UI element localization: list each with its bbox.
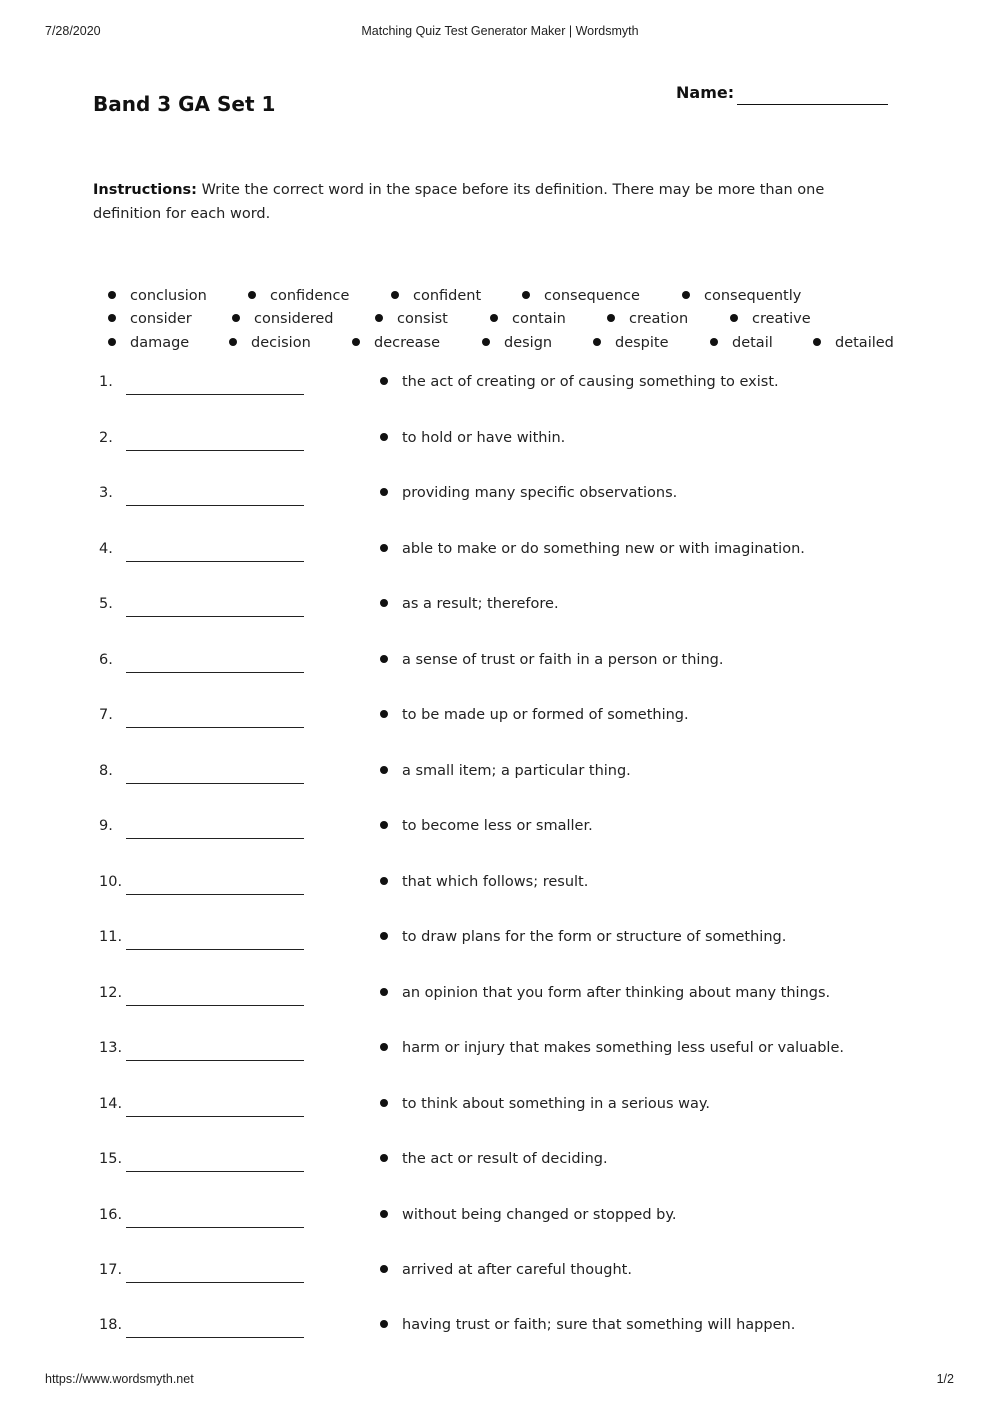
- bullet-icon: [380, 1154, 388, 1162]
- bullet-icon: [380, 710, 388, 718]
- bullet-icon: [380, 877, 388, 885]
- bullet-icon: [380, 821, 388, 829]
- question-number: 3.: [99, 485, 113, 501]
- definition-text: without being changed or stopped by.: [402, 1207, 677, 1223]
- instructions-label: Instructions:: [93, 182, 197, 198]
- question-definition: [380, 874, 588, 890]
- question-definition: [380, 652, 723, 668]
- word-bank-item: [375, 311, 448, 327]
- question-row: [0, 541, 1000, 597]
- answer-blank[interactable]: [126, 1116, 304, 1117]
- question-definition: [380, 1096, 710, 1112]
- bullet-icon: [380, 599, 388, 607]
- question-definition: [380, 430, 565, 446]
- bullet-icon: [380, 1099, 388, 1107]
- definition-text: to hold or have within.: [402, 430, 566, 446]
- bullet-icon: [391, 291, 399, 299]
- print-page-title: Matching Quiz Test Generator Maker | Wordsmyth: [361, 24, 639, 38]
- word-bank-item: [593, 335, 669, 351]
- answer-blank[interactable]: [126, 1060, 304, 1061]
- definition-text: a sense of trust or faith in a person or thing.: [402, 652, 724, 668]
- word-bank-word: consider: [130, 311, 192, 327]
- word-bank-item: [108, 335, 189, 351]
- word-bank-item: [607, 311, 688, 327]
- answer-blank[interactable]: [126, 949, 304, 950]
- word-bank-item: [730, 311, 811, 327]
- bullet-icon: [380, 377, 388, 385]
- question-row: [0, 374, 1000, 430]
- question-number: 14.: [99, 1096, 123, 1112]
- bullet-icon: [380, 988, 388, 996]
- word-bank-word: damage: [130, 335, 190, 351]
- bullet-icon: [232, 314, 240, 322]
- question-number: 10.: [99, 874, 123, 890]
- word-bank-item: [229, 335, 311, 351]
- question-definition: [380, 374, 779, 390]
- bullet-icon: [380, 488, 388, 496]
- bullet-icon: [490, 314, 498, 322]
- answer-blank[interactable]: [126, 450, 304, 451]
- print-url: https://www.wordsmyth.net: [45, 1372, 194, 1386]
- word-bank-item: [108, 288, 207, 304]
- word-bank-item: [482, 335, 552, 351]
- definition-text: that which follows; result.: [402, 874, 589, 890]
- word-bank-word: contain: [512, 311, 566, 327]
- question-row: [0, 1096, 1000, 1152]
- question-row: [0, 1040, 1000, 1096]
- word-bank-word: detailed: [835, 335, 894, 351]
- word-bank-item: [490, 311, 566, 327]
- bullet-icon: [380, 766, 388, 774]
- question-row: [0, 652, 1000, 708]
- name-blank[interactable]: [737, 104, 888, 105]
- bullet-icon: [380, 1265, 388, 1273]
- question-row: [0, 430, 1000, 486]
- bullet-icon: [352, 338, 360, 346]
- question-definition: [380, 1151, 608, 1167]
- print-page-indicator: 1/2: [936, 1372, 954, 1386]
- word-bank-item: [682, 288, 801, 304]
- bullet-icon: [482, 338, 490, 346]
- word-bank-word: creative: [752, 311, 811, 327]
- question-definition: [380, 1262, 632, 1278]
- definition-text: an opinion that you form after thinking about many things.: [402, 985, 831, 1001]
- question-number: 1.: [99, 374, 113, 390]
- bullet-icon: [813, 338, 821, 346]
- definition-text: the act of creating or of causing something to exist.: [402, 374, 779, 390]
- word-bank-item: [352, 335, 440, 351]
- question-number: 9.: [99, 818, 113, 834]
- answer-blank[interactable]: [126, 1227, 304, 1228]
- bullet-icon: [380, 544, 388, 552]
- word-bank-word: consequence: [544, 288, 640, 304]
- question-row: [0, 1151, 1000, 1207]
- question-definition: [380, 1317, 795, 1333]
- bullet-icon: [730, 314, 738, 322]
- question-row: [0, 874, 1000, 930]
- answer-blank[interactable]: [126, 505, 304, 506]
- word-bank-word: creation: [629, 311, 689, 327]
- definition-text: as a result; therefore.: [402, 596, 559, 612]
- question-number: 7.: [99, 707, 113, 723]
- question-definition: [380, 1040, 844, 1056]
- bullet-icon: [522, 291, 530, 299]
- answer-blank[interactable]: [126, 394, 304, 395]
- definition-text: to think about something in a serious way.: [402, 1096, 710, 1112]
- definition-text: having trust or faith; sure that something will happen.: [402, 1317, 796, 1333]
- answer-blank[interactable]: [126, 616, 304, 617]
- question-number: 16.: [99, 1207, 123, 1223]
- question-row: [0, 1207, 1000, 1263]
- word-bank-word: consequently: [704, 288, 802, 304]
- word-bank-word: consist: [397, 311, 448, 327]
- word-bank-word: conclusion: [130, 288, 207, 304]
- definition-text: to become less or smaller.: [402, 818, 593, 834]
- word-bank-item: [248, 288, 349, 304]
- word-bank-item: [391, 288, 481, 304]
- answer-blank[interactable]: [126, 561, 304, 562]
- definition-text: able to make or do something new or with imagination.: [402, 541, 805, 557]
- worksheet-title: Band 3 GA Set 1: [93, 92, 276, 116]
- bullet-icon: [593, 338, 601, 346]
- question-definition: [380, 818, 593, 834]
- question-definition: [380, 541, 805, 557]
- question-definition: [380, 1207, 676, 1223]
- question-definition: [380, 596, 559, 612]
- word-bank-word: despite: [615, 335, 669, 351]
- bullet-icon: [710, 338, 718, 346]
- bullet-icon: [108, 338, 116, 346]
- bullet-icon: [682, 291, 690, 299]
- question-number: 18.: [99, 1317, 123, 1333]
- bullet-icon: [380, 1210, 388, 1218]
- question-row: [0, 985, 1000, 1041]
- bullet-icon: [248, 291, 256, 299]
- word-bank-word: design: [504, 335, 553, 351]
- definition-text: to be made up or formed of something.: [402, 707, 689, 723]
- word-bank-item: [232, 311, 334, 327]
- name-label: Name:: [676, 83, 735, 102]
- question-row: [0, 763, 1000, 819]
- word-bank-item: [522, 288, 640, 304]
- word-bank-item: [710, 335, 773, 351]
- question-number: 15.: [99, 1151, 123, 1167]
- definition-text: to draw plans for the form or structure of something.: [402, 929, 787, 945]
- question-definition: [380, 707, 689, 723]
- definition-text: the act or result of deciding.: [402, 1151, 608, 1167]
- bullet-icon: [380, 655, 388, 663]
- instructions: [93, 178, 893, 226]
- question-number: 4.: [99, 541, 113, 557]
- bullet-icon: [229, 338, 237, 346]
- question-definition: [380, 763, 631, 779]
- answer-blank[interactable]: [126, 838, 304, 839]
- question-number: 6.: [99, 652, 113, 668]
- word-bank-word: detail: [732, 335, 773, 351]
- word-bank-word: confidence: [270, 288, 350, 304]
- answer-blank[interactable]: [126, 1337, 304, 1338]
- definition-text: harm or injury that makes something less useful or valuable.: [402, 1040, 844, 1056]
- word-bank-word: decrease: [374, 335, 441, 351]
- bullet-icon: [375, 314, 383, 322]
- answer-blank[interactable]: [126, 1005, 304, 1006]
- question-number: 13.: [99, 1040, 123, 1056]
- bullet-icon: [380, 433, 388, 441]
- bullet-icon: [380, 1043, 388, 1051]
- bullet-icon: [380, 1320, 388, 1328]
- question-definition: [380, 485, 677, 501]
- definition-text: providing many specific observations.: [402, 485, 678, 501]
- question-row: [0, 1317, 1000, 1373]
- word-bank-item: [108, 311, 192, 327]
- bullet-icon: [607, 314, 615, 322]
- answer-blank[interactable]: [126, 1171, 304, 1172]
- question-number: 12.: [99, 985, 123, 1001]
- bullet-icon: [380, 932, 388, 940]
- word-bank-item: [813, 335, 894, 351]
- question-definition: [380, 929, 786, 945]
- question-row: [0, 596, 1000, 652]
- word-bank-word: decision: [251, 335, 311, 351]
- answer-blank[interactable]: [126, 894, 304, 895]
- bullet-icon: [108, 291, 116, 299]
- question-row: [0, 707, 1000, 763]
- word-bank-word: confident: [413, 288, 482, 304]
- word-bank-word: considered: [254, 311, 334, 327]
- answer-blank[interactable]: [126, 727, 304, 728]
- question-row: [0, 485, 1000, 541]
- instructions-text: Write the correct word in the space before its definition. There may be more than one definition for each word.: [93, 182, 825, 222]
- print-date: 7/28/2020: [45, 24, 101, 38]
- question-number: 5.: [99, 596, 113, 612]
- answer-blank[interactable]: [126, 783, 304, 784]
- question-number: 8.: [99, 763, 113, 779]
- question-row: [0, 929, 1000, 985]
- definition-text: arrived at after careful thought.: [402, 1262, 632, 1278]
- bullet-icon: [108, 314, 116, 322]
- answer-blank[interactable]: [126, 672, 304, 673]
- question-number: 2.: [99, 430, 113, 446]
- answer-blank[interactable]: [126, 1282, 304, 1283]
- question-row: [0, 1262, 1000, 1318]
- question-definition: [380, 985, 830, 1001]
- question-number: 17.: [99, 1262, 123, 1278]
- question-number: 11.: [99, 929, 123, 945]
- definition-text: a small item; a particular thing.: [402, 763, 631, 779]
- question-row: [0, 818, 1000, 874]
